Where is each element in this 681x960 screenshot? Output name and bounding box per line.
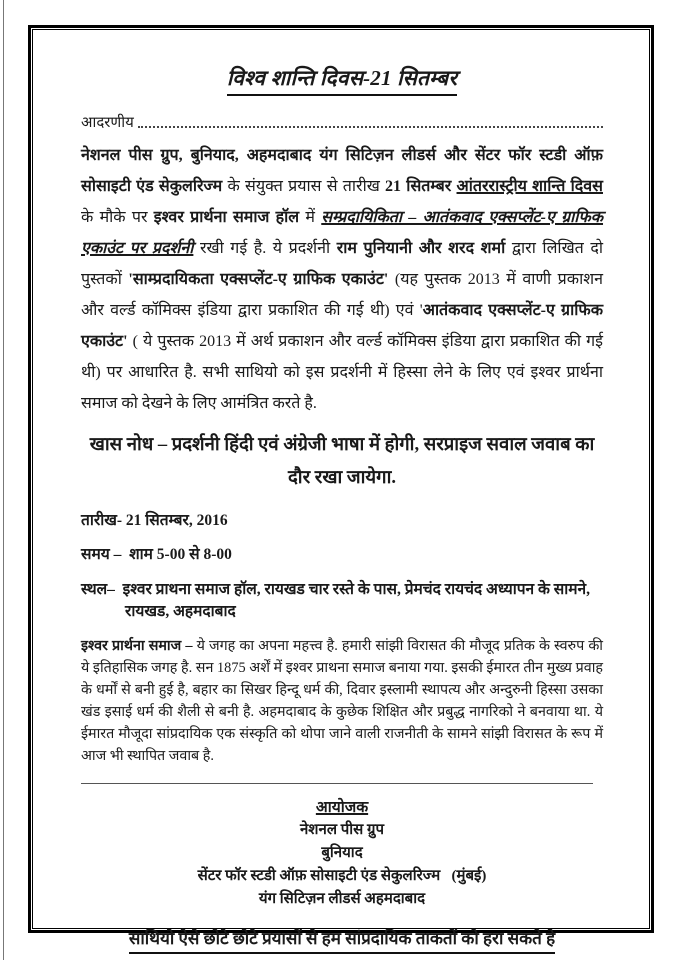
page-border-inner-line [32, 29, 650, 949]
about-body: ये जगह का अपना महत्त्व है. हमारी सांझी विरासत की मौजूद प्रतिक के स्वरुप की ये इतिहासिक जगह है. सन 1875 अर्शें में इश्वर प्राथना समाज बनाया गया. इसकी ईमारत तीन मुख्य प्रवाह के धर्मों से बनी हुई है, बहार का सिखर हिन्दू धर्म की, दिवार इस्लामी स्थापत्य और अन्दुरुनी हिस्सा उसका खंड इसाई धर्म की शैली से बनी है. अहमदाबाद के कुछेक शिक्षित और प्रबुद्ध नागरिको ने बनवाया था. ये ईमारत मौजूदा सांप्रदायिक एक संस्कृति को थोपा जाने वाली राजनीती के सामने सांझी विरासत के रूप में आज भी स्थापित जवाब है. [81, 638, 603, 765]
text-run: में [299, 209, 322, 226]
dotted-fill-line [138, 125, 603, 128]
text-run: के मौके पर [81, 209, 154, 226]
title-row [81, 64, 603, 96]
text-run: 'साम्प्रदायिकता एक्सप्लेंट-ए ग्राफिक एकाउंट' [128, 271, 389, 288]
slogan-row [81, 926, 603, 954]
text-run: राम पुनियानी और शरद शर्मा [336, 240, 506, 257]
text-run: इश्वर प्रार्थना समाज हॉल [153, 209, 300, 226]
about-paragraph [81, 635, 603, 767]
document-content [33, 30, 649, 949]
event-venue: स्थल– इश्वर प्राथना समाज हॉल, रायखड चार रस्ते के पास, प्रेमचंद रायचंद अध्यापन के सामने, रायखड, अहमदाबाद [81, 580, 594, 620]
text-run: आंतररास्ट्रीय शान्ति दिवस [456, 178, 603, 195]
text-run: ( ये पुस्तक 2013 में अर्थ प्रकाशन और वर्ल्ड कॉमिक्स इंडिया द्वारा प्रकाशित की गई थी) पर आधारित है. सभी साथियो को इस प्रदर्शनी में हिस्सा लेने के लिए एवं इश्वर प्रार्थना समाज को देखने के लिए आमंत्रित करते है. [81, 333, 603, 412]
closing-slogan: साथियो ऐसे छोटे छोटे प्रयासों से हम सांप्रदायिक ताकतों को हरा सकते हे [129, 926, 555, 954]
about-heading: इश्वर प्रार्थना समाज – [81, 638, 197, 655]
text-run: सम्प्रदायिकिता – आतंकवाद एक्सप्लेंट-ए ग्राफिक एकाउंट पर प्रदर्शनी [81, 209, 604, 257]
organizers-heading: आयोजक [315, 799, 369, 817]
event-date: तारीख- 21 सितम्बर, 2016 [81, 511, 228, 529]
text-run: (यह पुस्तक 2013 में वाणी प्रकाशन और वर्ल्ड कॉमिक्स इंडिया द्वारा प्रकाशित की गई थी) एवं ' [81, 271, 603, 319]
organizer-item: बुनियाद [321, 845, 363, 862]
organizers-block [81, 796, 603, 911]
section-divider-line [81, 783, 593, 784]
page-title: विश्व शान्ति दिवस-21 सितम्बर [227, 64, 457, 96]
text-run: 21 सितम्बर [385, 178, 457, 195]
text-run: आतंकवाद एक्सप्लेंट-ए ग्राफिक एकाउंट' [81, 302, 603, 350]
text-run: द्वारा लिखित दो पुस्तकों [81, 240, 603, 288]
salutation-label: आदरणीय [81, 115, 134, 131]
page-border-frame [28, 25, 654, 949]
special-note: खास नोध – प्रदर्शनी हिंदी एवं अंग्रेजी भाषा में होगी, सरप्राइज सवाल जवाब का दौर रखा जायेगा. [89, 435, 595, 489]
organizer-item: नेशनल पीस ग्रुप [299, 822, 385, 839]
organizer-item: यंग सिटिज़न लीडर्स अहमदाबाद [258, 891, 426, 908]
event-time: समय – शाम 5-00 से 8-00 [81, 546, 232, 564]
intro-paragraph [81, 140, 603, 419]
event-details [81, 510, 603, 624]
scan-edge-artifact [3, 0, 4, 960]
text-run: रखी गई है. ये प्रदर्शनी [193, 240, 337, 257]
organizer-item: सेंटर फॉर स्टडी ऑफ़ सोसाइटी एंड सेकुलरिज्म (मुंबई) [197, 868, 487, 885]
text-run: के संयुक्त प्रयास से तारीख [222, 178, 386, 195]
salutation-row [81, 112, 603, 132]
text-run: नेशनल पीस ग्रुप, बुनियाद, अहमदाबाद यंग सिटिज़न लीडर्स और सेंटर फॉर स्टडी ऑफ़ सोसाइटी एंड सेकुलरिज्म [81, 147, 603, 195]
